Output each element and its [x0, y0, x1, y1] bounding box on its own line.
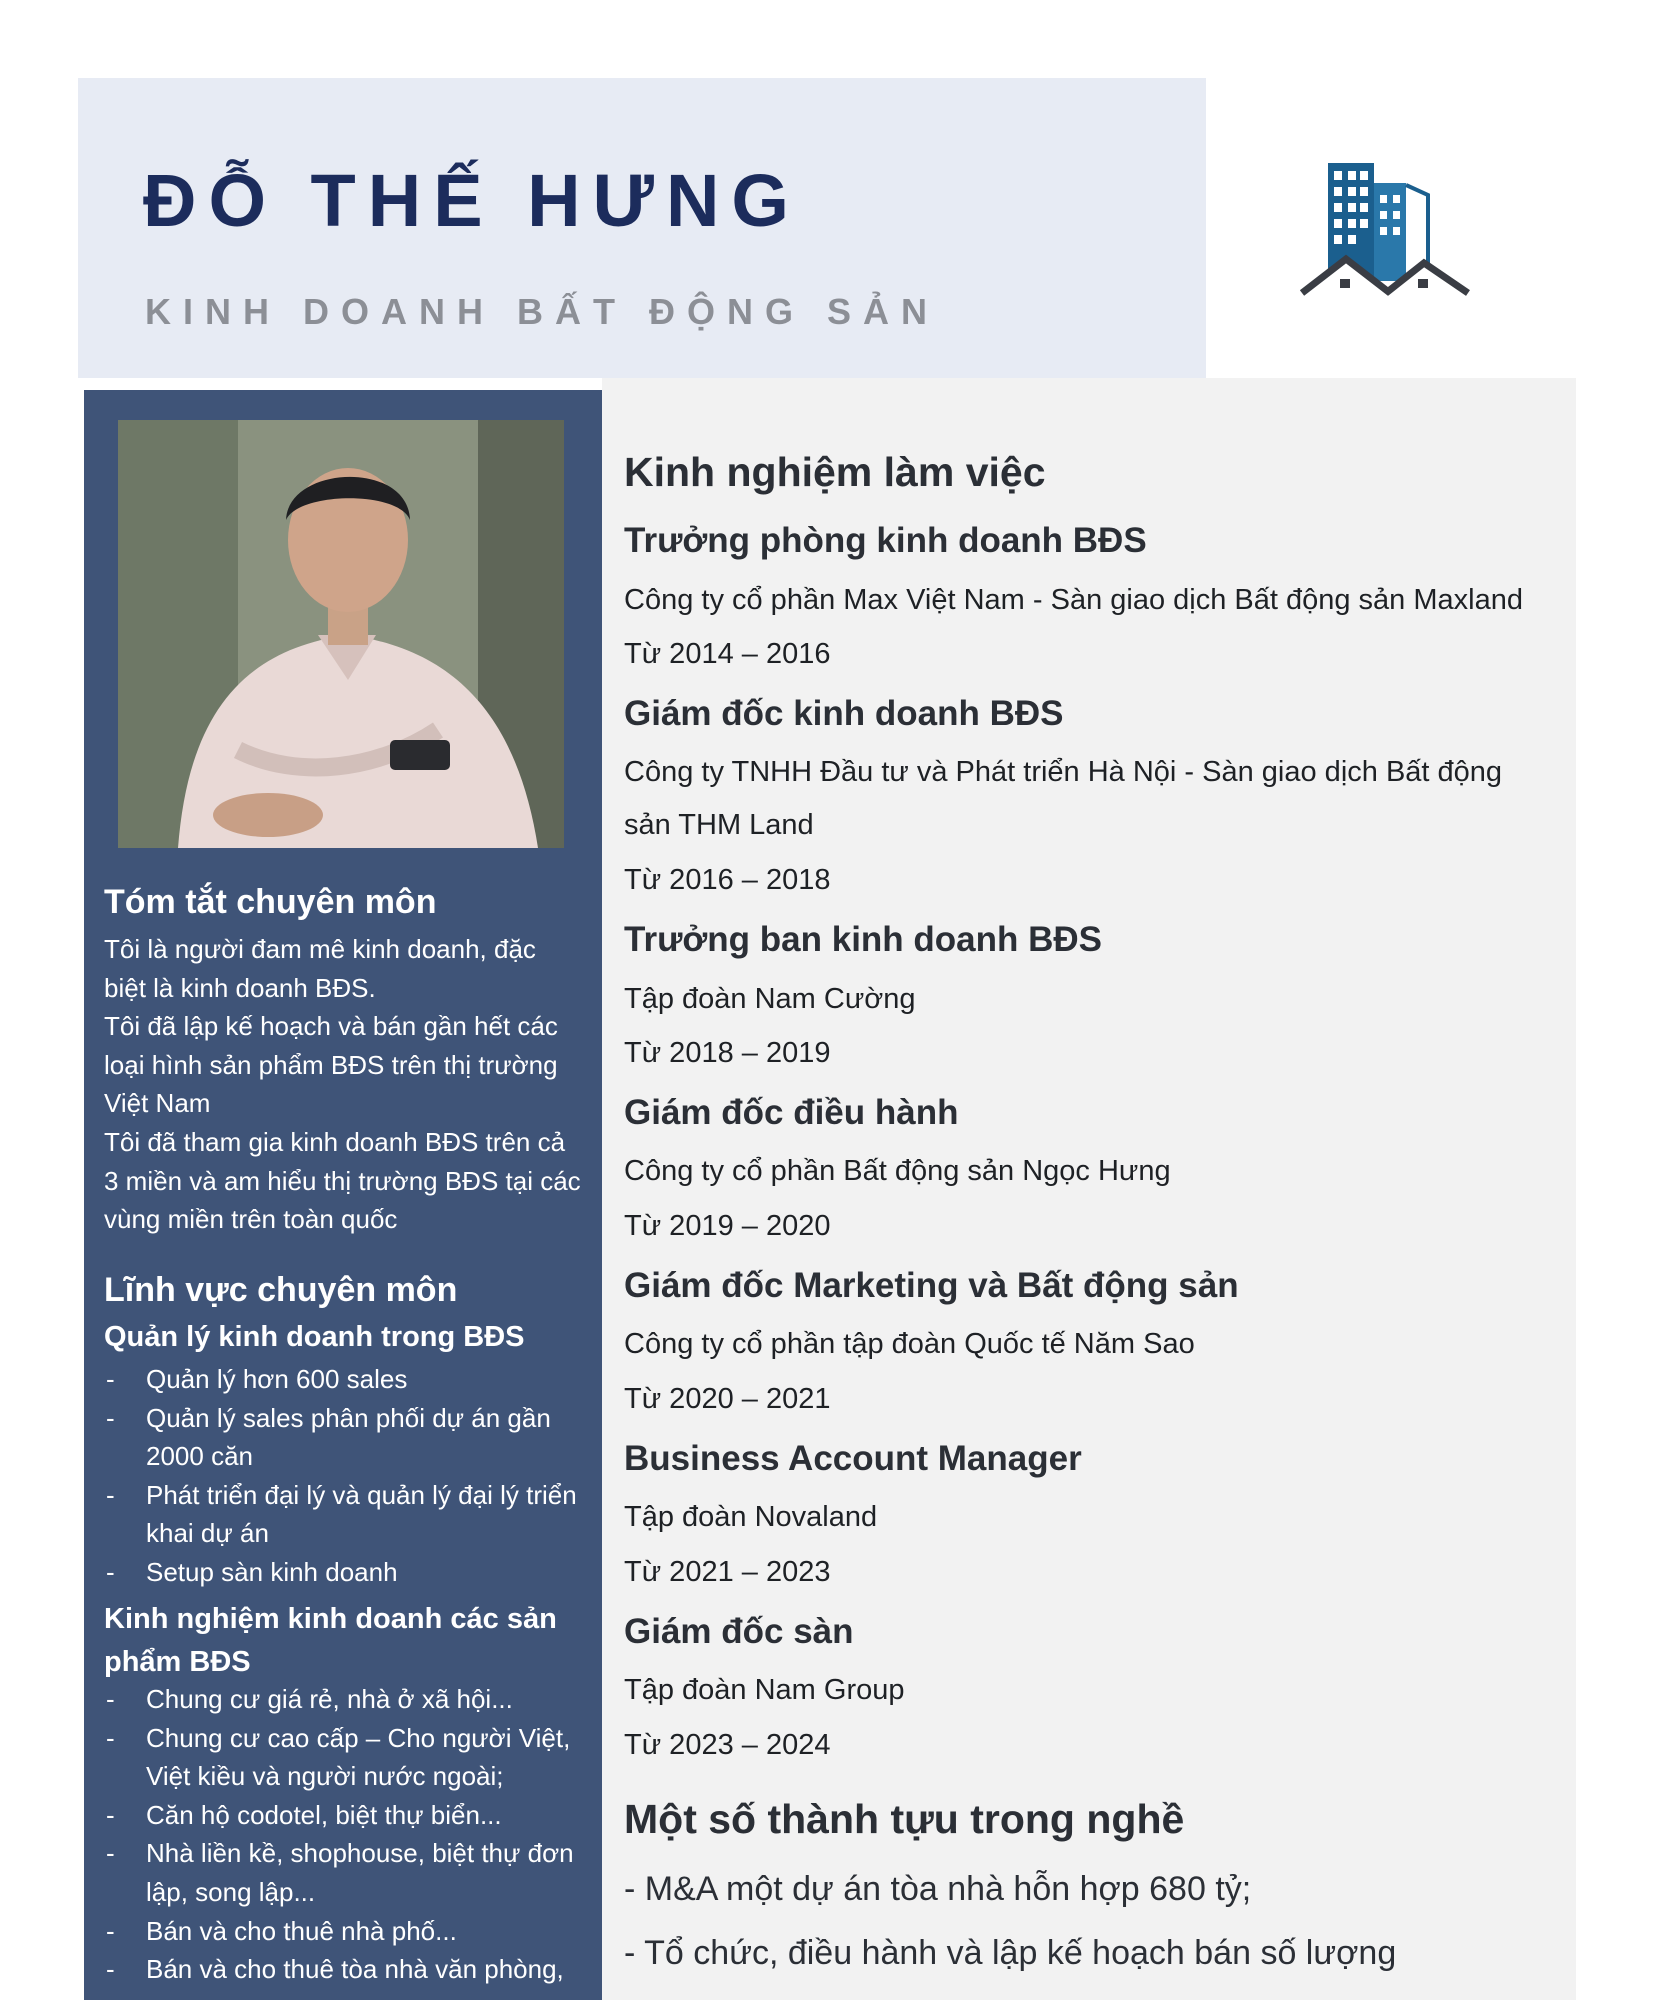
job-company: Công ty cổ phần Bất động sản Ngọc Hưng [624, 1155, 1171, 1187]
fields-group-list [104, 1680, 594, 1989]
candidate-profession: KINH DOANH BẤT ĐỘNG SẢN [145, 291, 939, 332]
job-period: Từ 2014 – 2016 [624, 638, 831, 670]
list-item: - Quản lý sales phân phối dự án gần 2000 căn [104, 1399, 594, 1476]
list-item: - Setup sàn kinh doanh [104, 1553, 594, 1592]
achievement-item: - Tổ chức, điều hành và lập kế hoạch bán số lượng [624, 1934, 1397, 1972]
list-item: - Căn hộ codotel, biệt thự biển... [104, 1796, 594, 1835]
list-item: - Bán và cho thuê tòa nhà văn phòng, [104, 1950, 594, 1989]
job-title: Giám đốc Marketing và Bất động sản [624, 1266, 1239, 1305]
summary-paragraph: Tôi đã lập kế hoạch và bán gần hết các loại hình sản phẩm BĐS trên thị trường Việt Nam [104, 1011, 558, 1119]
summary-paragraph: Tôi là người đam mê kinh doanh, đặc biệt là kinh doanh BĐS. [104, 934, 536, 1003]
job-title: Trưởng ban kinh doanh BĐS [624, 920, 1103, 959]
job-title: Giám đốc điều hành [624, 1093, 959, 1132]
job-period: Từ 2020 – 2021 [624, 1383, 831, 1415]
profile-photo [118, 420, 564, 848]
building-logo-icon [1300, 155, 1480, 305]
job-period: Từ 2023 – 2024 [624, 1729, 831, 1761]
achievements-heading: Một số thành tựu trong nghề [624, 1796, 1185, 1842]
summary-paragraph: Tôi đã tham gia kinh doanh BĐS trên cả 3 miền và am hiểu thị trường BĐS tại các vùng miền trên toàn quốc [104, 1126, 581, 1235]
experience-heading: Kinh nghiệm làm việc [624, 449, 1046, 495]
list-item: - Chung cư giá rẻ, nhà ở xã hội... [104, 1680, 594, 1719]
job-company: Công ty cổ phần tập đoàn Quốc tế Năm Sao [624, 1328, 1195, 1360]
list-item: - Bán và cho thuê nhà phố... [104, 1912, 594, 1951]
job-period: Từ 2018 – 2019 [624, 1037, 831, 1069]
job-title: Business Account Manager [624, 1439, 1082, 1478]
fields-heading: Lĩnh vực chuyên môn [104, 1271, 458, 1309]
fields-group-title: Quản lý kinh doanh trong BĐS [104, 1321, 525, 1353]
list-item: - Quản lý hơn 600 sales [104, 1360, 594, 1399]
sidebar [84, 390, 602, 2000]
job-period: Từ 2016 – 2018 [624, 864, 831, 896]
job-company: Tập đoàn Novaland [624, 1501, 878, 1533]
summary-heading: Tóm tắt chuyên môn [104, 883, 437, 921]
job-company: Công ty TNHH Đầu tư và Phát triển Hà Nội - Sàn giao dịch Bất động sản THM Land [624, 756, 1503, 841]
summary-text [104, 930, 584, 1239]
list-item: - Chung cư cao cấp – Cho người Việt, Việt kiều và người nước ngoài; [104, 1719, 594, 1796]
job-period: Từ 2019 – 2020 [624, 1210, 831, 1242]
job-title: Giám đốc sàn [624, 1612, 854, 1651]
fields-group-title: Kinh nghiệm kinh doanh các sản phẩm BĐS [104, 1603, 557, 1678]
job-company: Công ty cổ phần Max Việt Nam - Sàn giao dịch Bất động sản Maxland [624, 584, 1523, 616]
job-period: Từ 2021 – 2023 [624, 1556, 831, 1588]
job-title: Giám đốc kinh doanh BĐS [624, 694, 1064, 733]
fields-group-list [104, 1360, 594, 1592]
job-company: Tập đoàn Nam Group [624, 1674, 905, 1706]
list-item: - Phát triển đại lý và quản lý đại lý triển khai dự án [104, 1476, 594, 1553]
candidate-name: ĐỖ THẾ HƯNG [143, 159, 801, 242]
list-item: - Nhà liền kề, shophouse, biệt thự đơn lập, song lập... [104, 1834, 594, 1911]
job-title: Trưởng phòng kinh doanh BĐS [624, 521, 1147, 560]
achievement-item: - M&A một dự án tòa nhà hỗn hợp 680 tỷ; [624, 1870, 1252, 1908]
job-company: Tập đoàn Nam Cường [624, 983, 916, 1015]
